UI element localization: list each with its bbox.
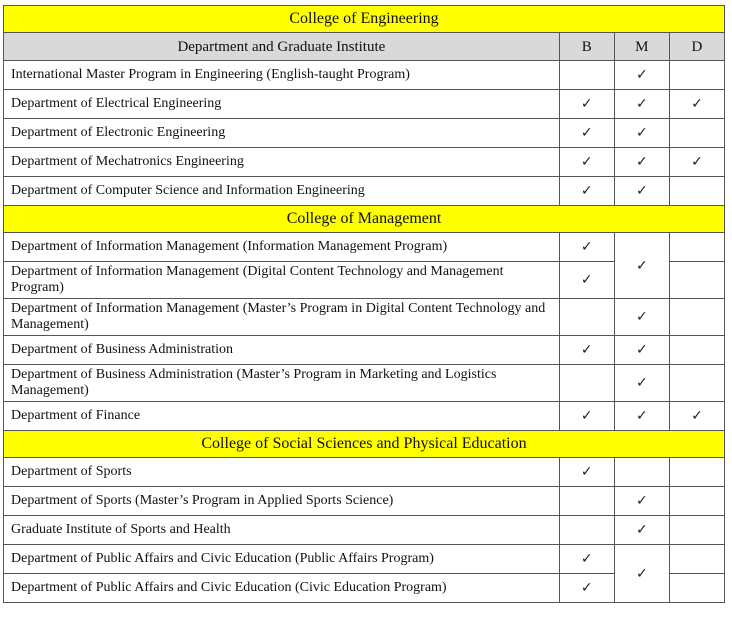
- department-name: Department of Public Affairs and Civic Education (Public Affairs Program): [4, 545, 560, 574]
- college-row-engineering: [4, 6, 725, 33]
- table-row: [4, 402, 725, 431]
- department-name: Department of Finance: [4, 402, 560, 431]
- bachelor-check: ✓: [559, 262, 614, 299]
- bachelor-check: [559, 365, 614, 402]
- bachelor-check: [559, 61, 614, 90]
- master-check: ✓: [614, 516, 669, 545]
- master-check: ✓: [614, 119, 669, 148]
- doctoral-check: [669, 262, 724, 299]
- master-check: ✓: [614, 336, 669, 365]
- master-check: ✓: [614, 299, 669, 336]
- table-row: [4, 487, 725, 516]
- master-check: ✓: [614, 90, 669, 119]
- doctoral-check: [669, 233, 724, 262]
- table-row: [4, 233, 725, 262]
- header-master: M: [614, 33, 669, 61]
- table-row: [4, 458, 725, 487]
- doctoral-check: [669, 487, 724, 516]
- doctoral-check: [669, 299, 724, 336]
- bachelor-check: ✓: [559, 148, 614, 177]
- doctoral-check: [669, 516, 724, 545]
- college-title: College of Social Sciences and Physical Education: [4, 431, 725, 458]
- department-name: Department of Sports (Master’s Program in Applied Sports Science): [4, 487, 560, 516]
- college-row-social-sciences: [4, 431, 725, 458]
- bachelor-check: ✓: [559, 119, 614, 148]
- department-name: Department of Information Management (Information Management Program): [4, 233, 560, 262]
- bachelor-check: ✓: [559, 233, 614, 262]
- master-check: ✓: [614, 61, 669, 90]
- bachelor-check: ✓: [559, 402, 614, 431]
- column-header-row: [4, 33, 725, 61]
- department-name: Department of Sports: [4, 458, 560, 487]
- department-name: Department of Public Affairs and Civic Education (Civic Education Program): [4, 574, 560, 603]
- doctoral-check: ✓: [669, 402, 724, 431]
- master-check: ✓: [614, 545, 669, 603]
- department-name: Department of Mechatronics Engineering: [4, 148, 560, 177]
- doctoral-check: [669, 177, 724, 206]
- bachelor-check: ✓: [559, 336, 614, 365]
- doctoral-check: [669, 336, 724, 365]
- table-row: [4, 119, 725, 148]
- department-name: International Master Program in Engineering (English-taught Program): [4, 61, 560, 90]
- master-check: ✓: [614, 148, 669, 177]
- department-name: Department of Information Management (Master’s Program in Digital Content Technology and Management): [4, 299, 560, 336]
- college-row-management: [4, 206, 725, 233]
- bachelor-check: [559, 516, 614, 545]
- table-row: [4, 90, 725, 119]
- bachelor-check: ✓: [559, 458, 614, 487]
- table-row: [4, 336, 725, 365]
- department-name: Department of Electrical Engineering: [4, 90, 560, 119]
- header-doctoral: D: [669, 33, 724, 61]
- table-row: [4, 516, 725, 545]
- master-check: [614, 458, 669, 487]
- doctoral-check: ✓: [669, 90, 724, 119]
- bachelor-check: ✓: [559, 545, 614, 574]
- doctoral-check: [669, 458, 724, 487]
- college-title: College of Management: [4, 206, 725, 233]
- doctoral-check: [669, 545, 724, 574]
- department-name: Department of Business Administration (Master’s Program in Marketing and Logistics Management): [4, 365, 560, 402]
- header-department: Department and Graduate Institute: [4, 33, 560, 61]
- master-check: ✓: [614, 487, 669, 516]
- bachelor-check: ✓: [559, 574, 614, 603]
- bachelor-check: [559, 487, 614, 516]
- bachelor-check: ✓: [559, 90, 614, 119]
- table-row: [4, 545, 725, 574]
- doctoral-check: [669, 365, 724, 402]
- doctoral-check: [669, 574, 724, 603]
- doctoral-check: [669, 119, 724, 148]
- master-check: ✓: [614, 233, 669, 299]
- bachelor-check: [559, 299, 614, 336]
- bachelor-check: ✓: [559, 177, 614, 206]
- department-name: Department of Computer Science and Information Engineering: [4, 177, 560, 206]
- department-name: Department of Information Management (Digital Content Technology and Management Program): [4, 262, 560, 299]
- department-name: Department of Electronic Engineering: [4, 119, 560, 148]
- college-title: College of Engineering: [4, 6, 725, 33]
- degree-programs-table: [3, 5, 725, 603]
- table-row: [4, 177, 725, 206]
- master-check: ✓: [614, 402, 669, 431]
- department-name: Department of Business Administration: [4, 336, 560, 365]
- doctoral-check: ✓: [669, 148, 724, 177]
- table-row: [4, 61, 725, 90]
- department-name: Graduate Institute of Sports and Health: [4, 516, 560, 545]
- table-row: [4, 365, 725, 402]
- master-check: ✓: [614, 177, 669, 206]
- table-row: [4, 299, 725, 336]
- master-check: ✓: [614, 365, 669, 402]
- doctoral-check: [669, 61, 724, 90]
- table-row: [4, 148, 725, 177]
- header-bachelor: B: [559, 33, 614, 61]
